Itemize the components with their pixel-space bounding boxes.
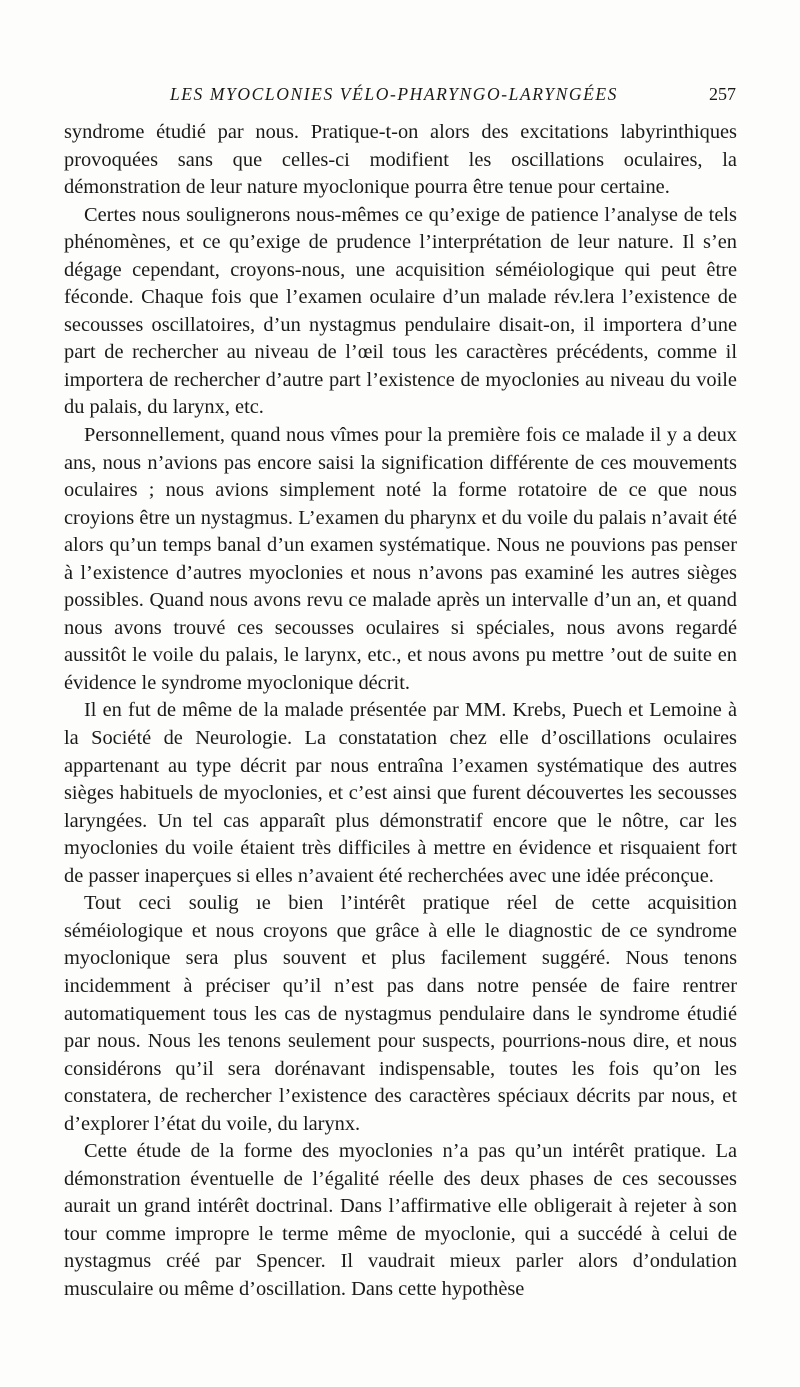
running-head	[0, 84, 800, 114]
page-number: 257	[709, 84, 736, 104]
paragraph-4: Il en fut de même de la malade présentée par MM. Krebs, Puech et Lemoine à la Société de Neurologie. La constatation chez elle d’oscillations oculaires appartenant au type décrit par nous entraîna l’examen systématique des autres sièges habituels de myoclonies, et c’est ainsi que furent découvertes les secousses laryngées. Un tel cas apparaît plus démonstratif encore que le nôtre, car les myoclonies du voile étaient très difficiles à mettre en évidence et risquaient fort de passer inaperçues si elles n’avaient été recherchées avec une idée préconçue.	[64, 699, 737, 887]
paragraph-3: Personnellement, quand nous vîmes pour la première fois ce malade il y a deux ans, nous n’avions pas encore saisi la signification différente de ces mouvements oculaires ; nous avions simplement noté la forme rotatoire de ce que nous croyions être un nystagmus. L’examen du pharynx et du voile du palais n’avait été alors qu’un temps banal d’un examen systématique. Nous ne pouvions pas penser à l’existence d’autres myoclonies et nous n’avons pas examiné les autres sièges possibles. Quand nous avons revu ce malade après un intervalle d’un an, et quand nous avons trouvé ces secousses oculaires si spéciales, nous avons regardé aussitôt le voile du palais, le larynx, etc., et nous avons pu mettre ’out de suite en évidence le syndrome myoclonique décrit.	[64, 424, 737, 694]
paragraph-1: syndrome étudié par nous. Pratique-t-on alors des excitations labyrinthiques provoquées sans que celles-ci modifient les oscillations oculaires, la démonstration de leur nature myoclonique pourra être tenue pour certaine.	[64, 121, 737, 199]
paragraph-2: Certes nous soulignerons nous-mêmes ce qu’exige de patience l’analyse de tels phénomènes, et ce qu’exige de prudence l’interprétation de leur nature. Il s’en dégage cependant, croyons-nous, une acquisition séméiologique qui peut être féconde. Chaque fois que l’examen oculaire d’un malade rév.lera l’existence de secousses oscillatoires, d’un nystagmus pendulaire disait-on, il importera d’une part de rechercher au niveau de l’œil tous les caractères précédents, comme il importera de rechercher d’autre part l’existence de myoclonies au niveau du voile du palais, du larynx, etc.	[64, 203, 737, 419]
body-text	[64, 119, 737, 1304]
paragraph-6: Cette étude de la forme des myoclonies n’a pas qu’un intérêt pratique. La démonstration éventuelle de l’égalité réelle des deux phases de ces secousses aurait un grand intérêt doctrinal. Dans l’affirmative elle obligerait à rejeter à son tour comme impropre le terme même de myoclonie, qui a succédé à celui de nystagmus créé par Spencer. Il vaudrait mieux parler alors d’ondulation musculaire ou même d’oscillation. Dans cette hypothèse	[64, 1140, 737, 1300]
paragraph-5: Tout ceci soulig ıe bien l’intérêt pratique réel de cette acquisition séméiologique et nous croyons que grâce à elle le diagnostic de ce syndrome myoclonique sera plus souvent et plus facilement suggéré. Nous tenons incidemment à préciser qu’il n’est pas dans notre pensée de faire rentrer automatiquement tous les cas de nystagmus pendulaire dans le syndrome étudié par nous. Nous les tenons seulement pour suspects, pourrions-nous dire, et nous considérons qu’il sera dorénavant indispensable, toutes les fois qu’on les constatera, de rechercher l’existence des caractères spéciaux décrits par nous, et d’explorer l’état du voile, du larynx.	[64, 892, 737, 1135]
running-title: LES MYOCLONIES VÉLO-PHARYNGO-LARYNGÉES	[169, 84, 619, 104]
